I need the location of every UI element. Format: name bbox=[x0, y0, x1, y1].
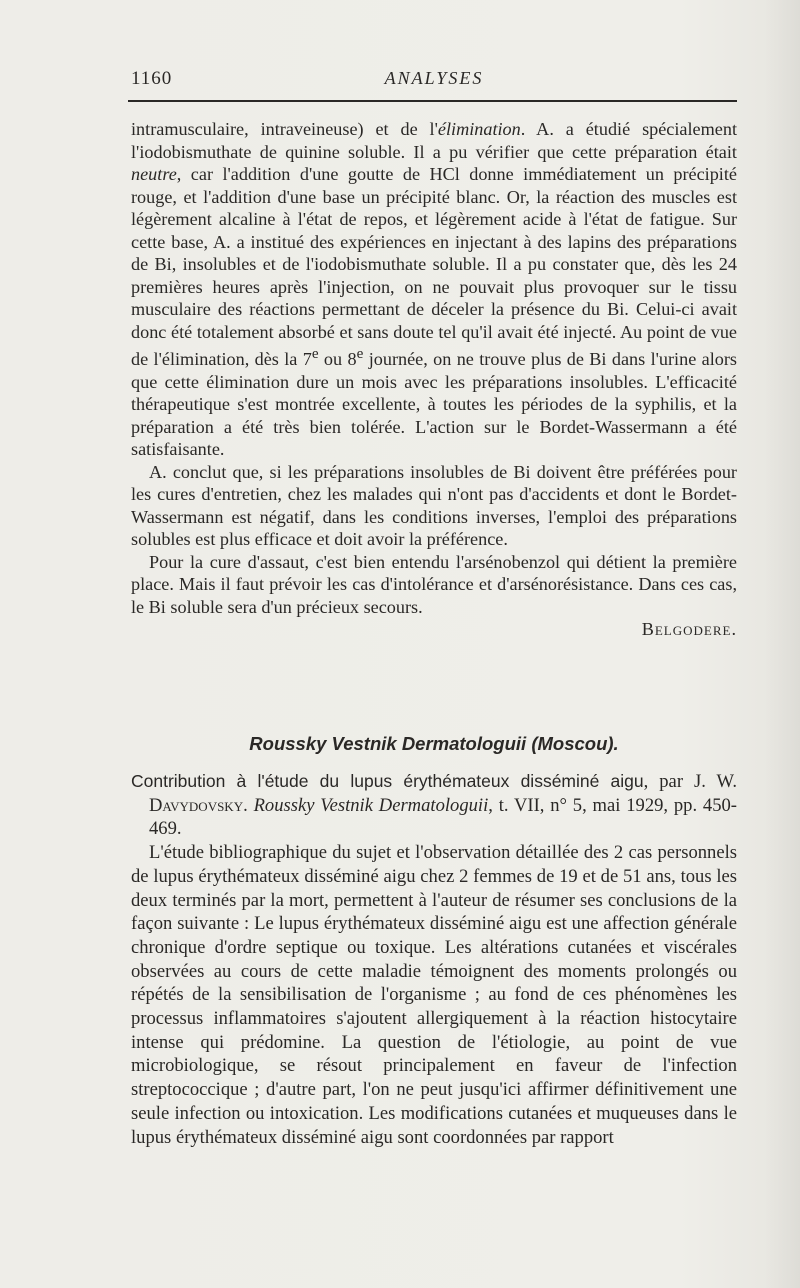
continued-review bbox=[131, 118, 737, 641]
journal-section-heading: Roussky Vestnik Dermatologuii (Moscou). bbox=[249, 733, 619, 754]
page-number: 1160 bbox=[131, 68, 173, 89]
emphasis-neutre: neutre bbox=[131, 164, 177, 184]
header-rule bbox=[128, 100, 737, 102]
scan-edge-shadow bbox=[764, 0, 800, 1288]
article-reference bbox=[131, 770, 737, 841]
text-run: intramusculaire, intraveineuse) et de l' bbox=[131, 119, 438, 139]
text-run: , par J. W. bbox=[643, 771, 737, 792]
text-run: , car l'addition d'une goutte de HCl donne immédiatement un précipité rouge, et l'addition d'une base un précipité blanc. Or, la réaction des muscles est légèrement alcaline à l'état de repos, et légèrement acide à l'état de fatigue. Sur cette base, A. a institué des expériences en injectant à des lapins des préparations de Bi, insolubles et de l'iodobismuthate soluble. Il a pu constater que, dès les 24 premières heures après l'injection, on ne pouvait plus provoquer sur le tissu musculaire des réactions permettant de déceler la présence du Bi. Celui-ci avait donc été totalement absorbé et sans doute tel qu'il avait été injecté. Au point de vue de l'élimination, dès la 7 bbox=[131, 164, 737, 370]
citation-details: , t. VII, n° 5, mai 1929, pp. 450-469. bbox=[149, 794, 737, 840]
article-author: Davydovsky. bbox=[149, 794, 248, 816]
text-run: ou 8 bbox=[318, 349, 357, 370]
paragraph-elimination bbox=[131, 118, 737, 461]
emphasis-elimination: élimination bbox=[437, 119, 521, 139]
article-review bbox=[131, 770, 737, 1149]
text-run: . A. a étudié spécialement l'iodobismuthate de quinine soluble. Il a pu vérifier que cette préparation était bbox=[131, 119, 737, 162]
paragraph-conclusion: A. conclut que, si les préparations insolubles de Bi doivent être préférées pour les cures d'entretien, chez les malades qui n'ont pas d'accidents et dont le Bordet-Wassermann est négatif, dans les conditions inverses, l'emploi des préparations solubles est plus efficace et doit avoir la préférence. bbox=[131, 461, 737, 550]
superscript: e bbox=[311, 345, 319, 362]
superscript: e bbox=[356, 345, 364, 362]
reviewer-signature: Belgodere. bbox=[641, 619, 737, 640]
running-title: ANALYSES bbox=[384, 68, 484, 88]
text-run: journée, on ne trouve plus de Bi dans l'urine alors que cette élimination dure un mois avec les préparations insolubles. L'efficacité thérapeutique s'est montrée excellente, à toutes les périodes de la syphilis, et la préparation a été très bien tolérée. L'action sur le Bordet-Wassermann a été satisfaisante. bbox=[131, 349, 737, 460]
article-body: L'étude bibliographique du sujet et l'observation détaillée des 2 cas personnels de lupus érythémateux disséminé aigu chez 2 femmes de 19 et de 51 ans, tous les deux terminés par la mort, permettent à l'auteur de résumer ses conclusions de la façon suivante : Le lupus érythémateux disséminé aigu est une affection générale chronique d'ordre septique ou toxique. Les altérations cutanées et viscérales observées au cours de cette maladie témoignent des moments prolongés ou répétés de la sensibilisation de l'organisme ; au fond de ces phénomènes les processus inflammatoires s'ajoutent allergiquement à la réaction histocytaire intense qui prédomine. La question de l'étiologie, au point de vue microbiologique, se résout principalement en faveur de l'infection streptococcique ; d'autre part, l'on ne peut jusqu'ici affirmer définitivement une seule infection ou intoxication. Les modifications cutanées et muqueuses dans le lupus érythémateux disséminé aigu sont coordonnées par rapport bbox=[131, 842, 737, 1148]
paragraph-cure: Pour la cure d'assaut, c'est bien entendu l'arsénobenzol qui détient la première place. Mais il faut prévoir les cas d'intolérance et d'arsénorésistance. Dans ces cas, le Bi soluble sera d'un précieux secours. bbox=[131, 551, 737, 617]
page-header bbox=[131, 64, 737, 92]
article-title: Contribution à l'étude du lupus érythémateux disséminé aigu bbox=[131, 771, 644, 791]
journal-name: Roussky Vestnik Dermatologuii bbox=[253, 794, 489, 816]
